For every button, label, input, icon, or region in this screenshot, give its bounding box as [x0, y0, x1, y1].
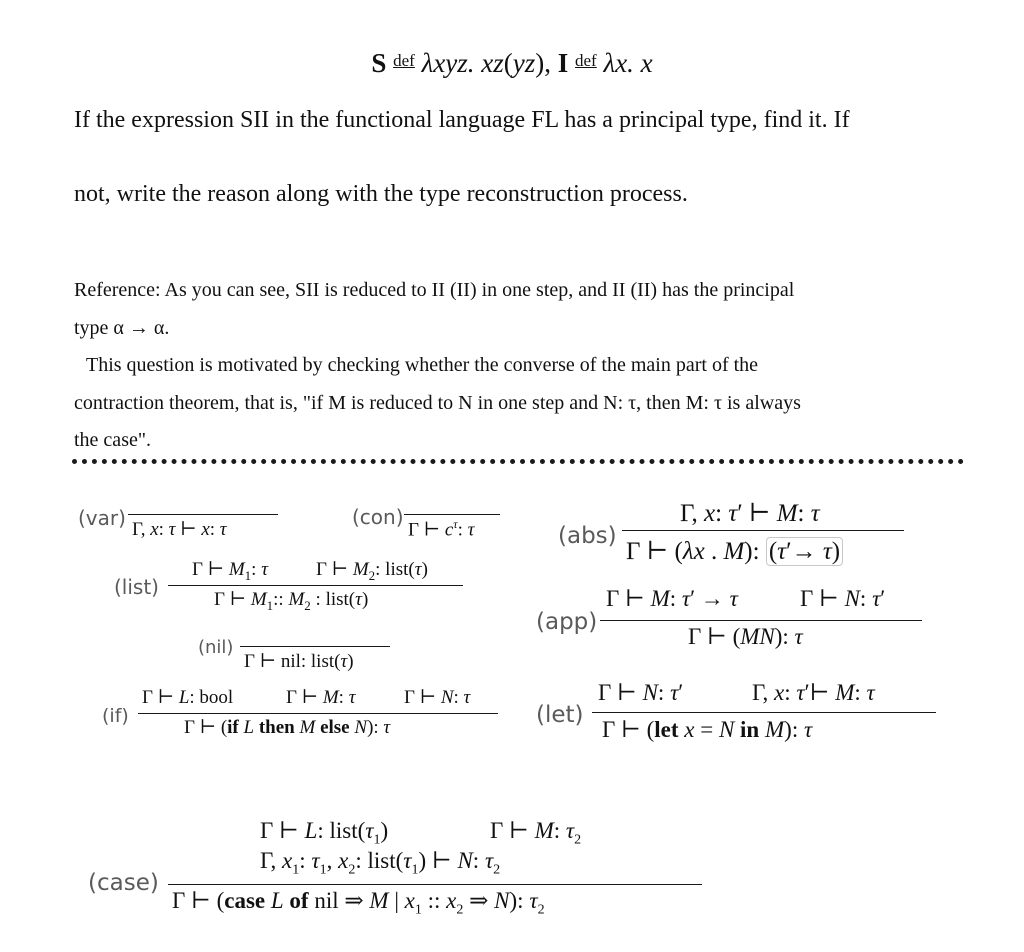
dotted-separator [72, 459, 964, 464]
rule-case-label: (case) [88, 870, 159, 896]
rule-let-conclusion: Γ ⊢ (let x = N in M): τ [602, 717, 813, 742]
rule-if-bar [138, 713, 498, 714]
rule-nil-bar [240, 646, 390, 647]
rule-list-label: (list) [114, 575, 159, 599]
rule-if-premise-2: Γ ⊢ M: τ [286, 687, 356, 708]
rule-let-premise-2: Γ, x: τ′⊢ M: τ [752, 680, 875, 705]
rule-case-bar [168, 884, 702, 885]
rule-if-label: (if) [102, 705, 129, 727]
rule-let-premise-1: Γ ⊢ N: τ′ [598, 680, 684, 705]
rule-case-premise-2: Γ ⊢ M: $\tau_2$ [490, 818, 582, 848]
rule-app-premise-2: Γ ⊢ N: τ′ [800, 586, 886, 611]
rule-con-bar [404, 514, 500, 515]
rule-case-premise-3: Γ, $x_1$: $\tau_1$, $x_2$: $list(\tau_1)$ ⊢ N: $\tau_2$ [260, 848, 501, 878]
rule-list-premise-2: Γ ⊢ $M_2$: list(τ) [316, 559, 428, 583]
reference-line-4: contraction theorem, that is, "if M is reduced to N in one step and N: τ, then M: τ is always [74, 392, 801, 414]
rule-list-premise-1: Γ ⊢ $M_1$: τ [192, 559, 268, 583]
reference-line-1: Reference: As you can see, SII is reduced to II (II) in one step, and II (II) has the principal [74, 279, 795, 301]
rule-app-label: (app) [536, 609, 598, 635]
header-formula: S $^{def}$ λxyz. xz(yz), I $^{def}$ λx. x [371, 48, 653, 78]
rule-abs-bar [622, 530, 904, 531]
question-line-1: If the expression SII in the functional language FL has a principal type, find it. If [74, 107, 850, 133]
rule-if-premise-1: Γ ⊢ L: bool [142, 687, 234, 708]
rule-abs-label: (abs) [558, 523, 617, 549]
rule-app-bar [600, 620, 922, 621]
rule-abs-conclusion: Γ ⊢ (λx . M): (τ′→ τ) [626, 536, 843, 566]
rule-let-label: (let) [536, 702, 584, 728]
rule-app-conclusion: Γ ⊢ (MN): τ [688, 624, 803, 649]
question-line-2: not, write the reason along with the type reconstruction process. [74, 181, 688, 207]
rule-var-conclusion: Γ, x: τ ⊢ x: τ [132, 519, 227, 540]
rule-list-bar [168, 585, 463, 586]
reference-line-5: the case". [74, 429, 152, 451]
rule-abs-premise: Γ, x: τ′ ⊢ M: τ [680, 500, 820, 527]
rule-var-bar [128, 514, 278, 515]
rule-app-premise-1: Γ ⊢ M: τ′ → τ [606, 586, 738, 611]
rule-let-bar [592, 712, 936, 713]
reference-line-2: type α → α. [74, 317, 170, 339]
rule-con-conclusion: Γ ⊢ $c^\tau$: τ [408, 517, 475, 541]
rule-nil-label: (nil) [198, 637, 234, 658]
rule-if-conclusion: Γ ⊢ (if L then M else N): τ [184, 717, 391, 738]
rule-nil-conclusion: Γ ⊢ nil: list(τ) [244, 651, 354, 672]
rule-list-conclusion: Γ ⊢ $M_1$:: $M_2$ : list(τ) [214, 589, 369, 613]
rule-case-conclusion: Γ ⊢ (case L of nil ⇒ M | $x_1$ :: $x_2$ ⇒ N): $\tau_2$ [172, 888, 545, 918]
rule-if-premise-3: Γ ⊢ N: τ [404, 687, 471, 708]
rule-case-premise-1: Γ ⊢ L: $list(\tau_1)$ [260, 818, 389, 848]
reference-line-3: This question is motivated by checking whether the converse of the main part of the [86, 354, 759, 376]
rule-con-label: (con) [352, 505, 404, 529]
rule-var-label: (var) [78, 506, 126, 530]
